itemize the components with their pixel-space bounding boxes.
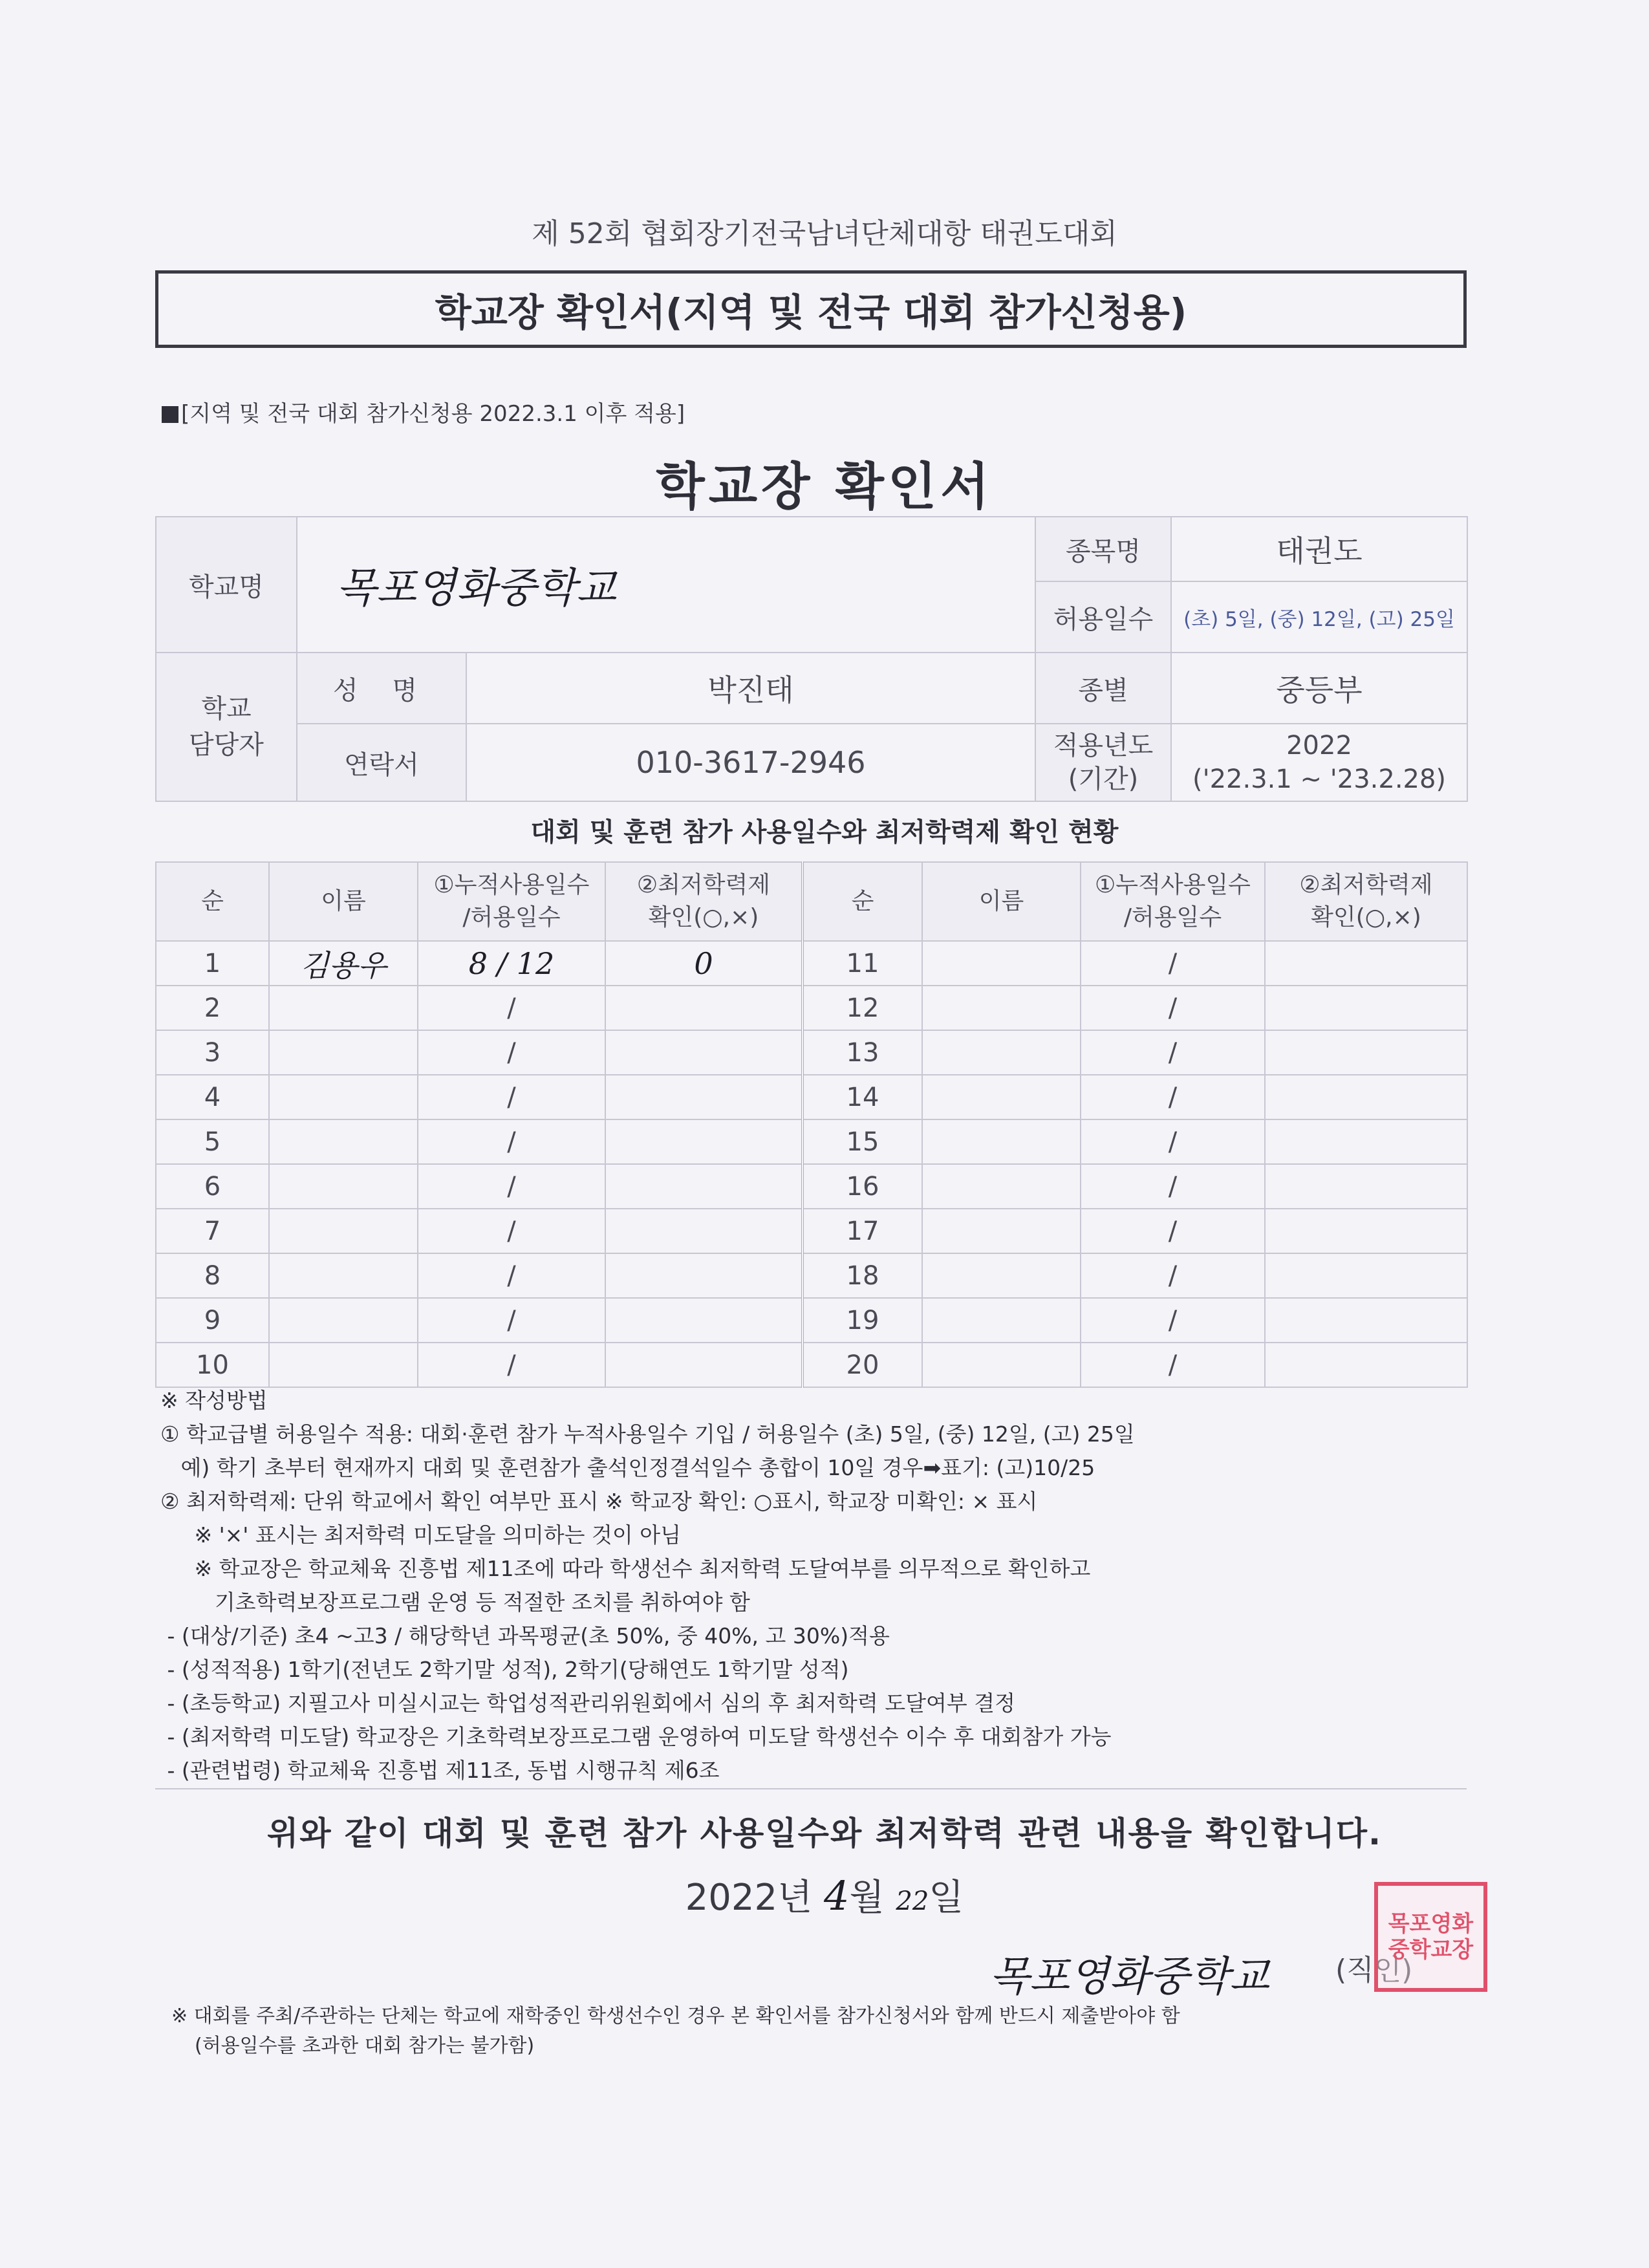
contact-value: 010-3617-2946 [466, 724, 1035, 801]
sport-label: 종목명 [1035, 517, 1171, 581]
roster-check-cell [1265, 1343, 1467, 1387]
instruction-line: - (성적적용) 1학기(전년도 2학기말 성적), 2학기(당해연도 1학기말 성적) [160, 1657, 849, 1682]
footer-line: ※ 대회를 주최/주관하는 단체는 학교에 재학중인 학생선수인 경우 본 확인서를 참가신청서와 함께 반드시 제출받아야 함 [171, 2005, 1180, 2027]
date-month-unit: 월 [849, 1877, 885, 1919]
sport-value: 태권도 [1171, 517, 1467, 581]
roster-days-cell: / [418, 1343, 605, 1387]
year-period: ('22.3.1 ~ '23.2.28) [1192, 764, 1447, 794]
table-row [156, 1343, 1467, 1387]
roster-days-cell: / [418, 1298, 605, 1343]
roster-check-cell [605, 986, 803, 1030]
roster-title: 대회 및 훈련 참가 사용일수와 최저학력제 확인 현황 [530, 817, 1119, 847]
date-day-handwritten: 22 [896, 1886, 929, 1916]
roster-name-cell [922, 1253, 1081, 1298]
roster-name-cell [922, 1298, 1081, 1343]
roster-days-cell: / [1081, 941, 1265, 986]
roster-days-cell: / [418, 986, 605, 1030]
roster-no-cell: 12 [803, 986, 922, 1030]
roster-check-cell [1265, 1075, 1467, 1119]
table-row [156, 1209, 1467, 1253]
roster-days-cell: / [418, 1253, 605, 1298]
roster-days-cell: / [1081, 986, 1265, 1030]
roster-days-cell: / [418, 1119, 605, 1164]
roster-check-cell [605, 1075, 803, 1119]
division-label: 종별 [1035, 653, 1171, 724]
roster-name-cell [922, 986, 1081, 1030]
roster-no-cell: 3 [156, 1030, 269, 1075]
roster-check-cell [605, 1164, 803, 1209]
instruction-line: - (최저학력 미도달) 학교장은 기초학력보장프로그램 운영하여 미도달 학생선수 이수 후 대회참가 가능 [160, 1724, 1112, 1749]
seal-text: 목포영화중학교장 [1388, 1911, 1474, 1963]
usage-roster-table [155, 861, 1468, 1388]
col-days-right: ①누적사용일수 /허용일수 [1081, 862, 1265, 941]
roster-name-cell [269, 1343, 418, 1387]
roster-name-cell [922, 941, 1081, 986]
roster-days-cell: / [1081, 1343, 1265, 1387]
roster-no-cell: 14 [803, 1075, 922, 1119]
footer-note [171, 2002, 1180, 2061]
roster-name-cell [269, 1119, 418, 1164]
roster-days-cell: / [418, 1030, 605, 1075]
footer-line: (허용일수를 초과한 대회 참가는 불가함) [195, 2035, 535, 2057]
instructions [160, 1384, 1480, 1787]
year-value: 2022 [1286, 731, 1352, 761]
roster-days-cell: / [1081, 1119, 1265, 1164]
division-value: 중등부 [1171, 653, 1467, 724]
roster-no-cell: 4 [156, 1075, 269, 1119]
roster-name-cell [922, 1075, 1081, 1119]
roster-days-cell: / [1081, 1253, 1265, 1298]
col-name-right: 이름 [922, 862, 1081, 941]
roster-days-cell: / [418, 1209, 605, 1253]
roster-no-cell: 13 [803, 1030, 922, 1075]
roster-no-cell: 10 [156, 1343, 269, 1387]
roster-name-cell [269, 1209, 418, 1253]
roster-name-cell [922, 1209, 1081, 1253]
roster-name-cell [269, 1164, 418, 1209]
roster-no-cell: 15 [803, 1119, 922, 1164]
table-row [156, 1164, 1467, 1209]
roster-days-cell: / [418, 1075, 605, 1119]
applicability-notice [162, 396, 685, 427]
roster-name-cell [269, 1030, 418, 1075]
document-title: 학교장 확인서 [656, 458, 993, 516]
col-name-left: 이름 [269, 862, 418, 941]
roster-no-cell: 20 [803, 1343, 922, 1387]
roster-name-cell: 김용우 [269, 941, 418, 986]
col-no-right: 순 [803, 862, 922, 941]
instruction-line: - (대상/기준) 초4 ~고3 / 해당학년 과목평균(초 50%, 중 40%, 고 30%)적용 [160, 1623, 890, 1648]
instruction-line: - (관련법령) 학교체육 진흥법 제11조, 동법 시행규칙 제6조 [160, 1758, 720, 1783]
instruction-line: ※ 학교장은 학교체육 진흥법 제11조에 따라 학생선수 최저학력 도달여부를 의무적으로 확인하고 [160, 1556, 1091, 1581]
instruction-line: 기초학력보장프로그램 운영 등 적절한 조치를 취하여야 함 [160, 1590, 750, 1615]
square-bullet-icon [162, 406, 178, 423]
school-label: 학교명 [156, 517, 297, 653]
manager-label: 학교 담당자 [156, 653, 297, 801]
roster-name-cell [922, 1343, 1081, 1387]
roster-days-cell: / [1081, 1030, 1265, 1075]
school-seal-stamp [1374, 1882, 1487, 1992]
roster-name-cell [269, 1298, 418, 1343]
table-row [156, 941, 1467, 986]
instruction-line: ② 최저학력제: 단위 학교에서 확인 여부만 표시 ※ 학교장 확인: ○표시, 학교장 미확인: × 표시 [160, 1489, 1038, 1514]
roster-check-cell [1265, 986, 1467, 1030]
date-day-unit: 일 [929, 1877, 964, 1919]
roster-name-cell [269, 986, 418, 1030]
roster-check-cell [1265, 1298, 1467, 1343]
table-row [156, 1298, 1467, 1343]
roster-check-cell [1265, 941, 1467, 986]
principal-signature: 목포영화중학교 [989, 1953, 1269, 2001]
roster-days-cell: / [1081, 1164, 1265, 1209]
roster-check-cell [605, 1119, 803, 1164]
roster-name-cell [922, 1030, 1081, 1075]
roster-check-cell: 0 [605, 941, 803, 986]
roster-no-cell: 8 [156, 1253, 269, 1298]
roster-no-cell: 5 [156, 1119, 269, 1164]
form-title-box: 학교장 확인서(지역 및 전국 대회 참가신청용) [155, 270, 1467, 348]
roster-no-cell: 18 [803, 1253, 922, 1298]
year-label: 적용년도 (기간) [1035, 724, 1171, 801]
name-label: 성 명 [297, 653, 466, 724]
table-row [156, 1030, 1467, 1075]
roster-check-cell [605, 1298, 803, 1343]
roster-check-cell [605, 1209, 803, 1253]
allowed-days-value: (초) 5일, (중) 12일, (고) 25일 [1171, 581, 1467, 653]
instruction-line: 예) 학기 초부터 현재까지 대회 및 훈련참가 출석인정결석일수 총합이 10일 경우➡표기: (고)10/25 [160, 1455, 1095, 1480]
table-row [156, 1075, 1467, 1119]
roster-no-cell: 11 [803, 941, 922, 986]
school-info-table [155, 516, 1468, 802]
roster-days-cell: / [1081, 1075, 1265, 1119]
year-cell [1171, 724, 1467, 801]
table-row [156, 986, 1467, 1030]
instruction-line: ※ '×' 표시는 최저학력 미도달을 의미하는 것이 아님 [160, 1522, 682, 1548]
roster-name-cell [269, 1075, 418, 1119]
instruction-line: - (초등학교) 지필고사 미실시교는 학업성적관리위원회에서 심의 후 최저학력 도달여부 결정 [160, 1690, 1016, 1716]
roster-name-cell [922, 1119, 1081, 1164]
col-days-left: ①누적사용일수 /허용일수 [418, 862, 605, 941]
col-check-right: ②최저학력제 확인(○,×) [1265, 862, 1467, 941]
roster-check-cell [1265, 1030, 1467, 1075]
date-month-handwritten: 4 [824, 1872, 850, 1919]
divider [155, 1788, 1467, 1789]
roster-days-cell: / [1081, 1298, 1265, 1343]
roster-no-cell: 17 [803, 1209, 922, 1253]
roster-no-cell: 1 [156, 941, 269, 986]
roster-days-cell: / [418, 1164, 605, 1209]
roster-no-cell: 2 [156, 986, 269, 1030]
seal-note: (직인) [1335, 1954, 1413, 1987]
contact-label: 연락서 [297, 724, 466, 801]
date-year-unit: 년 [777, 1877, 813, 1919]
event-title: 제 52회 협회장기전국남녀단체대항 태권도대회 [532, 217, 1117, 250]
roster-days-cell: / [1081, 1209, 1265, 1253]
roster-check-cell [605, 1253, 803, 1298]
school-name-handwritten: 목포영화중학교 [336, 565, 616, 612]
col-check-left: ②최저학력제 확인(○,×) [605, 862, 803, 941]
instructions-title: ※ 작성방법 [160, 1388, 268, 1413]
roster-check-cell [1265, 1209, 1467, 1253]
roster-no-cell: 16 [803, 1164, 922, 1209]
roster-check-cell [1265, 1253, 1467, 1298]
table-row [156, 1253, 1467, 1298]
roster-no-cell: 19 [803, 1298, 922, 1343]
roster-no-cell: 9 [156, 1298, 269, 1343]
table-row [156, 1119, 1467, 1164]
roster-check-cell [1265, 1164, 1467, 1209]
roster-check-cell [1265, 1119, 1467, 1164]
roster-check-cell [605, 1343, 803, 1387]
roster-check-cell [605, 1030, 803, 1075]
manager-name-value: 박진태 [466, 653, 1035, 724]
roster-no-cell: 6 [156, 1164, 269, 1209]
roster-days-cell: 8 / 12 [418, 941, 605, 986]
allowed-days-label: 허용일수 [1035, 581, 1171, 653]
roster-name-cell [922, 1164, 1081, 1209]
instruction-line: ① 학교급별 허용일수 적용: 대회·훈련 참가 누적사용일수 기입 / 허용일수 (초) 5일, (중) 12일, (고) 25일 [160, 1421, 1135, 1447]
school-name-value [297, 517, 1035, 653]
roster-name-cell [269, 1253, 418, 1298]
roster-no-cell: 7 [156, 1209, 269, 1253]
notice-text: [지역 및 전국 대회 참가신청용 2022.3.1 이후 적용] [181, 401, 685, 427]
date-year: 2022 [685, 1877, 778, 1919]
col-no-left: 순 [156, 862, 269, 941]
confirmation-statement: 위와 같이 대회 및 훈련 참가 사용일수와 최저학력 관련 내용을 확인합니다. [266, 1815, 1383, 1852]
